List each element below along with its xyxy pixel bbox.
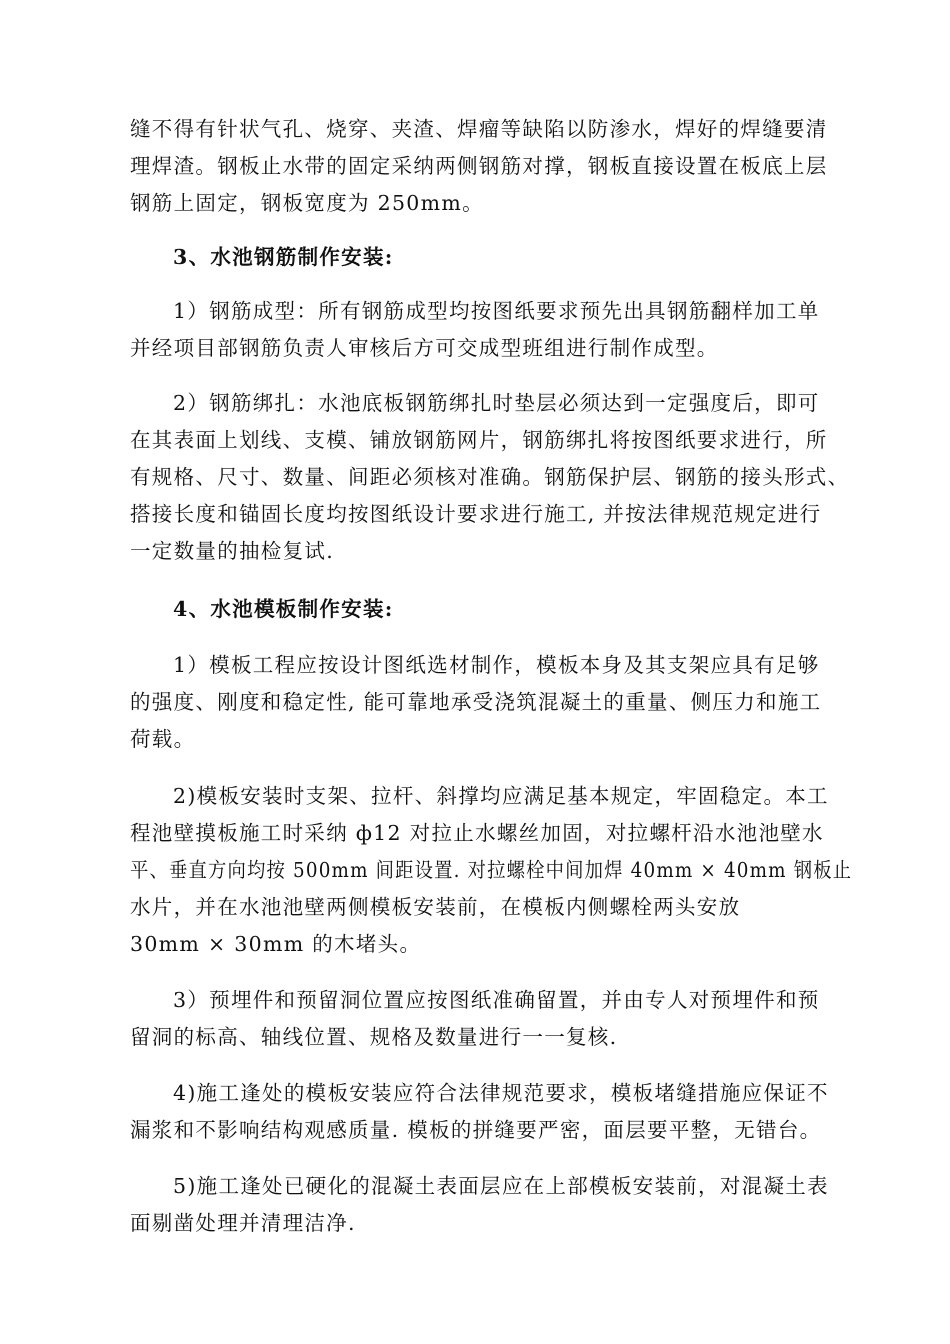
text-line: 程池壁摸板施工时采纳 ф12 对拉止水螺丝加固，对拉螺杆沿水池池壁水 bbox=[130, 821, 824, 845]
text-line: 漏浆和不影响结构观感质量. 模板的拼缝要严密，面层要平整，无错台。 bbox=[130, 1118, 822, 1142]
text-line: 搭接长度和锚固长度均按图纸设计要求进行施工, 并按法律规范规定进行 bbox=[130, 502, 822, 526]
text-line: 1）模板工程应按设计图纸选材制作，模板本身及其支架应具有足够 bbox=[173, 653, 820, 677]
text-line: 有规格、尺寸、数量、间距必须核对准确。钢筋保护层、钢筋的接头形式、 bbox=[130, 465, 850, 489]
text-line: 缝不得有针状气孔、烧穿、夹渣、焊瘤等缺陷以防渗水，焊好的焊缝要清 bbox=[130, 117, 828, 141]
heading-text: 3、水池钢筋制作安装: bbox=[173, 245, 394, 269]
text-line: 2)模板安装时支架、拉杆、斜撑均应满足基本规定，牢固稳定。本工 bbox=[173, 784, 829, 808]
text-line: 1）钢筋成型：所有钢筋成型均按图纸要求预先出具钢筋翻样加工单 bbox=[173, 299, 820, 323]
text-line: 在其表面上划线、支模、铺放钢筋网片，钢筋绑扎将按图纸要求进行，所 bbox=[130, 428, 828, 452]
text-line: 30mm × 30mm 的木堵头。 bbox=[130, 932, 422, 956]
text-line: 理焊渣。钢板止水带的固定采纳两侧钢筋对撑，钢板直接设置在板底上层 bbox=[130, 154, 828, 178]
text-line: 4)施工逢处的模板安装应符合法律规范要求，模板堵缝措施应保证不 bbox=[173, 1081, 829, 1105]
text-line: 2）钢筋绑扎：水池底板钢筋绑扎时垫层必须达到一定强度后，即可 bbox=[173, 391, 820, 415]
text-line: 的强度、刚度和稳定性, 能可靠地承受浇筑混凝土的重量、侧压力和施工 bbox=[130, 690, 822, 714]
text-line: 5)施工逢处已硬化的混凝土表面层应在上部模板安装前，对混凝土表 bbox=[173, 1174, 829, 1198]
text-line: 钢筋上固定，钢板宽度为 250mm。 bbox=[130, 191, 484, 215]
text-line: 留洞的标高、轴线位置、规格及数量进行一一复核. bbox=[130, 1025, 618, 1049]
text-line: 3）预埋件和预留洞位置应按图纸准确留置，并由专人对预埋件和预 bbox=[173, 988, 820, 1012]
text-line: 平、垂直方向均按 500mm 间距设置. 对拉螺栓中间加焊 40mm × 40mm 钢板止 bbox=[130, 858, 853, 882]
text-line: 一定数量的抽检复试. bbox=[130, 539, 335, 563]
heading-text: 4、水池模板制作安装: bbox=[173, 597, 394, 621]
text-line: 并经项目部钢筋负责人审核后方可交成型班组进行制作成型。 bbox=[130, 336, 719, 360]
text-line: 荷载。 bbox=[130, 727, 196, 751]
text-line: 面剔凿处理并清理洁净. bbox=[130, 1211, 356, 1235]
text-line: 水片，并在水池池壁两侧模板安装前，在模板内侧螺栓两头安放 bbox=[130, 895, 741, 919]
